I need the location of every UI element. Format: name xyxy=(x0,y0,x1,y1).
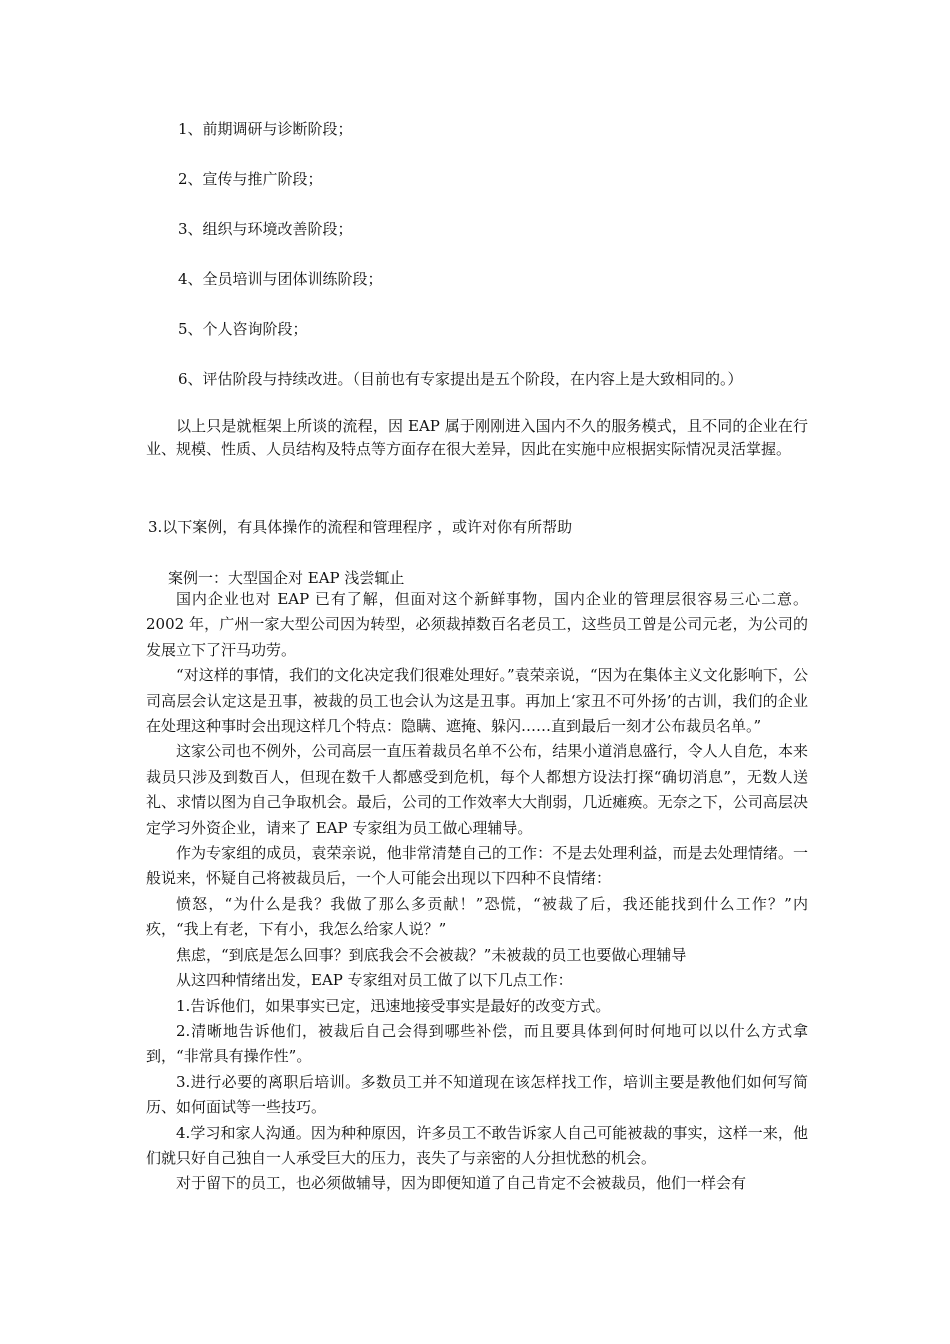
case-paragraph-9: 2.清晰地告诉他们，被裁后自己会得到哪些补偿，而且要具体到何时何地可以以什么方式拿到，“非常具有操作性”。 xyxy=(146,1021,808,1066)
case-paragraph-6: 焦虑，“到底是怎么回事？到底我会不会被裁？”未被裁的员工也要做心理辅导 xyxy=(176,945,687,964)
case-paragraph-7: 从这四种情绪出发，EAP 专家组对员工做了以下几点工作： xyxy=(176,971,573,990)
case-paragraph-5: 愤怒，“为什么是我？我做了那么多贡献！”恐慌，“被裁了后，我还能找到什么工作？”内疚，“我上有老，下有小，我怎么给家人说？” xyxy=(146,894,808,939)
case-paragraph-10: 3.进行必要的离职后培训。多数员工并不知道现在该怎样找工作，培训主要是教他们如何写简历、如何面试等一些技巧。 xyxy=(146,1072,808,1117)
case-paragraph-4: 作为专家组的成员，袁荣亲说，他非常清楚自己的工作：不是去处理利益，而是去处理情绪。一般说来，怀疑自己将被裁员后，一个人可能会出现以下四种不良情绪： xyxy=(146,844,808,888)
case-paragraph-3: 这家公司也不例外，公司高层一直压着裁员名单不公布，结果小道消息盛行，令人人自危，本来裁员只涉及到数百人，但现在数千人都感受到危机，每个人都想方设法打探“确切消息”，无数人送礼、求情以图为自己争取机会。最后，公司的工作效率大大削弱，几近瘫痪。无奈之下，公司高层决定学习外资企业，请来了 EAP 专家组为员工做心理辅导。 xyxy=(146,742,808,837)
summary-paragraph: 以上只是就框架上所谈的流程，因 EAP 属于刚刚进入国内不久的服务模式，且不同的企业在行业、规模、性质、人员结构及特点等方面存在很大差异，因此在实施中应根据实际情况灵活掌握。 xyxy=(146,417,808,458)
case-paragraph-1: 国内企业也对 EAP 已有了解，但面对这个新鲜事物，国内企业的管理层很容易三心二意。2002 年，广州一家大型公司因为转型，必须裁掉数百名老员工，这些员工曾是公司元老，为公司的发展立下了汗马功劳。 xyxy=(146,590,808,659)
case-title: 案例一：大型国企对 EAP 浅尝辄止 xyxy=(168,569,405,587)
step-item-6: 6、评估阶段与持续改进。（目前也有专家提出是五个阶段，在内容上是大致相同的。） xyxy=(178,370,743,388)
step-item-1: 1、前期调研与诊断阶段； xyxy=(178,120,353,138)
step-item-4: 4、全员培训与团体训练阶段； xyxy=(178,270,383,288)
step-item-3: 3、组织与环境改善阶段； xyxy=(178,220,353,238)
case-paragraph-8: 1.告诉他们，如果事实已定，迅速地接受事实是最好的改变方式。 xyxy=(176,996,611,1015)
case-paragraph-2: “对这样的事情，我们的文化决定我们很难处理好。”袁荣亲说，“因为在集体主义文化影响下，公司高层会认定这是丑事，被裁的员工也会认为这是丑事。再加上‘家丑不可外扬’的古训，我们的企业在处理这种事时会出现这样几个特点：隐瞒、遮掩、躲闪……直到最后一刻才公布裁员名单。” xyxy=(146,666,808,736)
step-item-2: 2、宣传与推广阶段； xyxy=(178,170,323,188)
section-heading: 3.以下案例，有具体操作的流程和管理程序 ，或许对你有所帮助 xyxy=(148,518,573,536)
case-paragraph-12: 对于留下的员工，也必须做辅导，因为即便知道了自己肯定不会被裁员，他们一样会有 xyxy=(176,1174,747,1193)
step-item-5: 5、个人咨询阶段； xyxy=(178,320,308,338)
case-paragraph-11: 4.学习和家人沟通。因为种种原因，许多员工不敢告诉家人自己可能被裁的事实，这样一来，他们就只好自己独自一人承受巨大的压力，丧失了与亲密的人分担忧愁的机会。 xyxy=(146,1123,808,1167)
case-body xyxy=(146,587,808,1197)
